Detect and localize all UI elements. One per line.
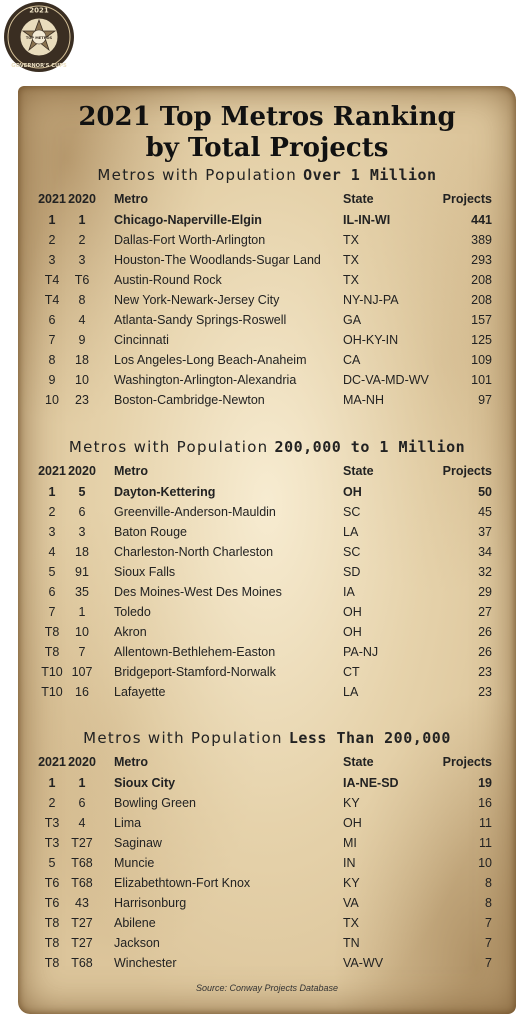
section-heading-prefix: Metros with Population <box>68 438 275 456</box>
metro-name: Boston-Cambridge-Newton <box>114 393 265 407</box>
rank-2020: 107 <box>71 665 93 679</box>
table-row <box>0 293 531 313</box>
state-code: IN <box>343 856 356 870</box>
metro-name: Washington-Arlington-Alexandria <box>114 373 297 387</box>
rank-2020: T27 <box>71 916 93 930</box>
table-row <box>0 645 531 665</box>
project-count: 50 <box>478 485 492 499</box>
rank-2021: 1 <box>48 485 56 499</box>
table-row <box>0 796 531 816</box>
table-row <box>0 393 531 413</box>
metro-name: Allentown-Bethlehem-Easton <box>114 645 276 659</box>
metro-name: Houston-The Woodlands-Sugar Land <box>114 253 321 267</box>
rank-2021: T8 <box>44 645 60 659</box>
state-code: LA <box>343 685 359 699</box>
state-code: CT <box>343 665 360 679</box>
rank-2021: T6 <box>44 896 60 910</box>
state-code: KY <box>343 796 360 810</box>
state-code: IL-IN-WI <box>343 213 391 227</box>
rank-2020: 23 <box>75 393 89 407</box>
section-heading-prefix: Metros with Population <box>83 729 289 747</box>
rank-2021: 6 <box>48 585 56 599</box>
rank-2021: T4 <box>44 293 60 307</box>
table-row <box>0 776 531 796</box>
table-row <box>0 353 531 373</box>
rank-2021: 7 <box>48 333 56 347</box>
section-heading <box>18 729 516 747</box>
project-count: 26 <box>478 625 492 639</box>
rank-2021: 1 <box>48 776 56 790</box>
project-count: 37 <box>478 525 492 539</box>
metro-name: Jackson <box>114 936 160 950</box>
metro-name: Elizabethtown-Fort Knox <box>114 876 251 890</box>
project-count: 389 <box>471 233 492 247</box>
metro-name: Des Moines-West Des Moines <box>114 585 282 599</box>
metro-name: Dallas-Fort Worth-Arlington <box>114 233 266 247</box>
table-row <box>0 605 531 625</box>
state-code: SD <box>343 565 361 579</box>
metro-name: Bridgeport-Stamford-Norwalk <box>114 665 276 679</box>
project-count: 101 <box>471 373 492 387</box>
rank-2021: 8 <box>48 353 56 367</box>
state-code: KY <box>343 876 360 890</box>
state-code: SC <box>343 505 361 519</box>
state-code: TX <box>343 273 359 287</box>
rank-2020: T68 <box>71 856 93 870</box>
metro-name: Toledo <box>114 605 151 619</box>
rank-2020: 9 <box>78 333 86 347</box>
rank-2020: 6 <box>78 505 86 519</box>
table-row <box>0 836 531 856</box>
rank-2020: 18 <box>75 353 89 367</box>
rank-2020: 5 <box>78 485 86 499</box>
metro-name: Los Angeles-Long Beach-Anaheim <box>114 353 307 367</box>
table-row <box>0 333 531 353</box>
rank-2020: 18 <box>75 545 89 559</box>
project-count: 7 <box>485 916 492 930</box>
state-code: OH <box>343 625 362 639</box>
rank-2020: 16 <box>75 685 89 699</box>
rank-2020: 8 <box>78 293 86 307</box>
rank-2021: T8 <box>44 625 60 639</box>
rank-2021: 3 <box>48 253 56 267</box>
state-code: VA-WV <box>343 956 384 970</box>
column-header-2021: 2021 <box>38 464 66 478</box>
project-count: 157 <box>471 313 492 327</box>
project-count: 34 <box>478 545 492 559</box>
project-count: 208 <box>471 273 492 287</box>
rank-2021: T10 <box>41 685 63 699</box>
project-count: 441 <box>471 213 492 227</box>
column-header-row <box>0 192 531 212</box>
state-code: MI <box>343 836 357 850</box>
metro-name: Lafayette <box>114 685 166 699</box>
page-title-line-2: by Total Projects <box>145 133 389 163</box>
metro-name: Chicago-Naperville-Elgin <box>114 213 262 227</box>
rank-2021: 10 <box>45 393 59 407</box>
metro-name: New York-Newark-Jersey City <box>114 293 280 307</box>
rank-2021: T6 <box>44 876 60 890</box>
table-row <box>0 505 531 525</box>
table-row <box>0 856 531 876</box>
project-count: 16 <box>478 796 492 810</box>
state-code: VA <box>343 896 359 910</box>
rank-2021: 7 <box>48 605 56 619</box>
project-count: 97 <box>478 393 492 407</box>
rank-2021: 5 <box>48 856 56 870</box>
metro-name: Bowling Green <box>114 796 196 810</box>
rank-2020: T68 <box>71 876 93 890</box>
column-header-metro: Metro <box>114 464 149 478</box>
metro-name: Austin-Round Rock <box>114 273 222 287</box>
column-header-row <box>0 755 531 775</box>
column-header-projects: Projects <box>442 192 492 206</box>
rank-2020: 3 <box>78 253 86 267</box>
rank-2021: T8 <box>44 956 60 970</box>
table-row <box>0 233 531 253</box>
rank-2021: 2 <box>48 796 56 810</box>
column-header-2020: 2020 <box>68 755 96 769</box>
rank-2020: 43 <box>75 896 89 910</box>
metro-name: Saginaw <box>114 836 162 850</box>
table-row <box>0 213 531 233</box>
project-count: 45 <box>478 505 492 519</box>
state-code: DC-VA-MD-WV <box>343 373 429 387</box>
table-row <box>0 896 531 916</box>
column-header-2020: 2020 <box>68 464 96 478</box>
state-code: TX <box>343 253 359 267</box>
project-count: 19 <box>478 776 492 790</box>
rank-2021: T10 <box>41 665 63 679</box>
metro-name: Akron <box>114 625 147 639</box>
column-header-state: State <box>343 464 374 478</box>
rank-2021: T8 <box>44 916 60 930</box>
rank-2020: 6 <box>78 796 86 810</box>
table-row <box>0 916 531 936</box>
project-count: 7 <box>485 936 492 950</box>
rank-2021: 6 <box>48 313 56 327</box>
metro-name: Charleston-North Charleston <box>114 545 274 559</box>
rank-2020: 10 <box>75 373 89 387</box>
metro-name: Cincinnati <box>114 333 169 347</box>
state-code: GA <box>343 313 362 327</box>
project-count: 11 <box>479 816 492 830</box>
state-code: LA <box>343 525 359 539</box>
table-row <box>0 273 531 293</box>
table-row <box>0 373 531 393</box>
state-code: OH <box>343 816 362 830</box>
state-code: OH <box>343 485 362 499</box>
table-row <box>0 665 531 685</box>
table-row <box>0 625 531 645</box>
metro-name: Sioux City <box>114 776 176 790</box>
metro-name: Abilene <box>114 916 156 930</box>
page-title-line-1: 2021 Top Metros Ranking <box>78 102 456 132</box>
rank-2021: 4 <box>48 545 56 559</box>
project-count: 8 <box>485 876 492 890</box>
rank-2020: 1 <box>78 213 86 227</box>
section-heading-emphasis: Less Than 200,000 <box>288 729 451 747</box>
state-code: IA <box>343 585 355 599</box>
project-count: 293 <box>471 253 492 267</box>
project-count: 29 <box>478 585 492 599</box>
rank-2020: T68 <box>71 956 93 970</box>
rank-2020: 4 <box>78 816 86 830</box>
column-header-state: State <box>343 192 374 206</box>
table-row <box>0 936 531 956</box>
badge-center-text: TOP METROS <box>25 36 53 40</box>
rank-2021: T8 <box>44 936 60 950</box>
project-count: 32 <box>478 565 492 579</box>
rank-2021: T4 <box>44 273 60 287</box>
state-code: SC <box>343 545 361 559</box>
project-count: 125 <box>471 333 492 347</box>
metro-name: Dayton-Kettering <box>114 485 216 499</box>
project-count: 109 <box>471 353 492 367</box>
table-row <box>0 585 531 605</box>
rank-2021: 2 <box>48 233 56 247</box>
rank-2021: 5 <box>48 565 56 579</box>
table-row <box>0 565 531 585</box>
metro-name: Baton Rouge <box>114 525 187 539</box>
state-code: OH <box>343 605 362 619</box>
project-count: 8 <box>485 896 492 910</box>
rank-2021: 1 <box>48 213 56 227</box>
source-note: Source: Conway Projects Database <box>195 983 339 993</box>
rank-2020: T27 <box>71 936 93 950</box>
rank-2020: 35 <box>75 585 89 599</box>
metro-name: Lima <box>114 816 142 830</box>
state-code: IA-NE-SD <box>343 776 399 790</box>
metro-name: Atlanta-Sandy Springs-Roswell <box>114 313 287 327</box>
rank-2020: 2 <box>78 233 86 247</box>
column-header-metro: Metro <box>114 755 149 769</box>
column-header-projects: Projects <box>442 464 492 478</box>
state-code: TN <box>343 936 360 950</box>
metro-name: Harrisonburg <box>114 896 187 910</box>
project-count: 26 <box>478 645 492 659</box>
badge-year-text: 2021 <box>29 6 49 15</box>
state-code: NY-NJ-PA <box>343 293 399 307</box>
section-heading-emphasis: Over 1 Million <box>303 166 437 184</box>
state-code: MA-NH <box>343 393 384 407</box>
table-row <box>0 313 531 333</box>
state-code: OH-KY-IN <box>343 333 399 347</box>
section-heading <box>18 166 516 184</box>
section-heading-emphasis: 200,000 to 1 Million <box>274 438 466 456</box>
section-heading <box>18 438 516 456</box>
rank-2021: 3 <box>48 525 56 539</box>
rank-2020: T6 <box>74 273 90 287</box>
column-header-2021: 2021 <box>38 755 66 769</box>
column-header-state: State <box>343 755 374 769</box>
section-heading-prefix: Metros with Population <box>97 166 304 184</box>
metro-name: Sioux Falls <box>114 565 176 579</box>
column-header-2021: 2021 <box>38 192 66 206</box>
state-code: TX <box>343 916 359 930</box>
table-row <box>0 685 531 705</box>
rank-2021: 2 <box>48 505 56 519</box>
project-count: 23 <box>478 665 492 679</box>
table-row <box>0 525 531 545</box>
state-code: CA <box>343 353 361 367</box>
table-row <box>0 876 531 896</box>
project-count: 27 <box>478 605 492 619</box>
project-count: 23 <box>478 685 492 699</box>
rank-2020: 1 <box>78 605 86 619</box>
table-row <box>0 253 531 273</box>
table-row <box>0 545 531 565</box>
column-header-2020: 2020 <box>68 192 96 206</box>
project-count: 208 <box>471 293 492 307</box>
rank-2020: 4 <box>78 313 86 327</box>
rank-2021: T3 <box>44 816 60 830</box>
table-row <box>0 485 531 505</box>
project-count: 7 <box>485 956 492 970</box>
rank-2020: T27 <box>71 836 93 850</box>
rank-2021: 9 <box>48 373 56 387</box>
rank-2020: 91 <box>75 565 89 579</box>
table-row <box>0 956 531 976</box>
project-count: 11 <box>479 836 492 850</box>
project-count: 10 <box>478 856 492 870</box>
badge-bottom-text: GOVERNOR'S CUPS <box>11 63 67 69</box>
column-header-row <box>0 464 531 484</box>
metro-name: Winchester <box>114 956 177 970</box>
table-row <box>0 816 531 836</box>
state-code: TX <box>343 233 359 247</box>
rank-2020: 1 <box>78 776 86 790</box>
column-header-projects: Projects <box>442 755 492 769</box>
state-code: PA-NJ <box>343 645 379 659</box>
governors-cup-badge-logo <box>3 1 75 73</box>
metro-name: Greenville-Anderson-Mauldin <box>114 505 276 519</box>
rank-2020: 3 <box>78 525 86 539</box>
rank-2021: T3 <box>44 836 60 850</box>
rank-2020: 10 <box>75 625 89 639</box>
metro-name: Muncie <box>114 856 155 870</box>
rank-2020: 7 <box>78 645 86 659</box>
column-header-metro: Metro <box>114 192 149 206</box>
